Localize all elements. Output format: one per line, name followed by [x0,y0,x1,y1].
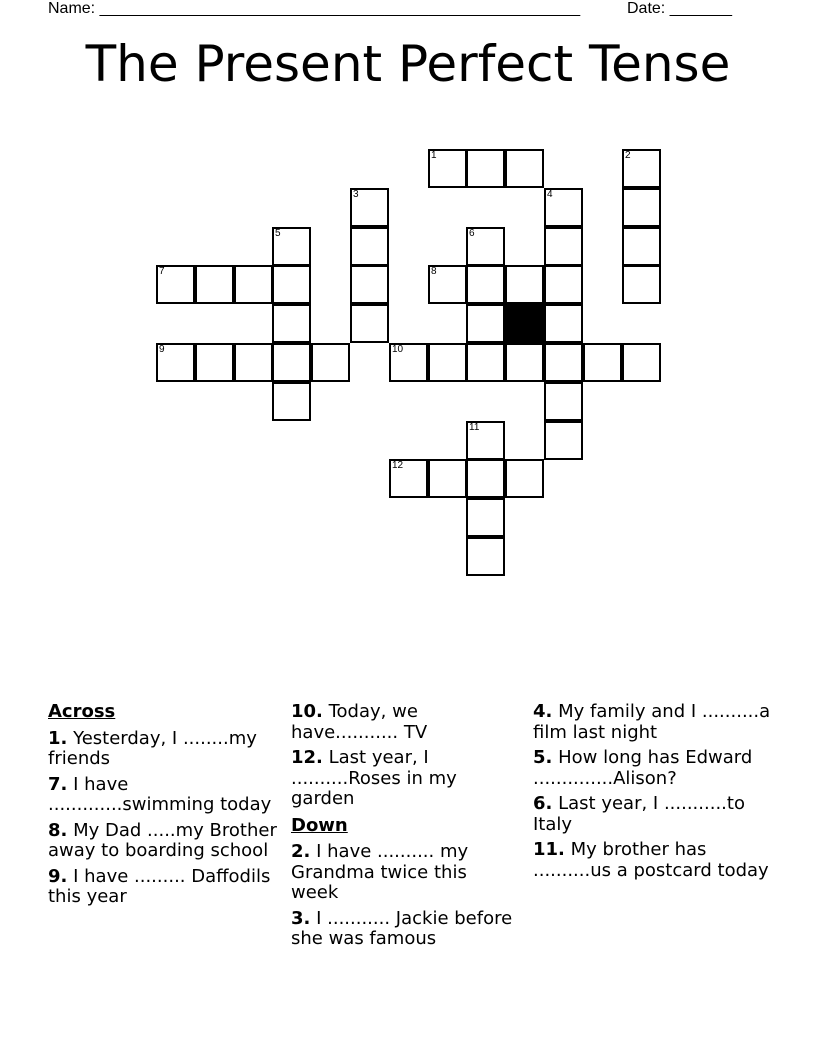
cell-number: 8 [431,266,437,277]
crossword-cell[interactable] [622,265,661,304]
cell-number: 1 [431,150,437,161]
crossword-cell[interactable] [428,265,467,304]
page-title: The Present Perfect Tense [85,35,731,93]
crossword-cell[interactable] [505,343,544,382]
crossword-cell[interactable] [234,265,273,304]
crossword-cell[interactable] [466,343,505,382]
clue-text: I have ......... Daffodils this year [48,865,271,907]
clue-number: 1. [48,727,68,749]
crossword-cell[interactable] [583,343,622,382]
crossword-cell[interactable] [389,459,428,498]
crossword-cell[interactable] [350,227,389,266]
clue-across-8 [48,821,278,862]
crossword-cell[interactable] [195,343,234,382]
crossword-cell[interactable] [350,265,389,304]
clue-number: 9. [48,865,68,887]
clue-across-7 [48,775,278,816]
crossword-cell[interactable] [544,421,583,460]
crossword-cell[interactable] [466,227,505,266]
clues-column-3 [533,702,773,886]
clue-text: My Dad .....my Brother away to boarding school [48,819,277,861]
clue-across-12 [291,748,516,810]
cell-number: 10 [392,344,404,355]
clue-number: 10. [291,701,323,722]
crossword-cell[interactable] [466,265,505,304]
across-heading: Across [48,701,116,722]
clue-number: 4. [533,701,553,722]
clue-down-2 [291,842,516,904]
crossword-cell[interactable] [428,459,467,498]
crossword-cell[interactable] [428,343,467,382]
crossword-cell[interactable] [156,343,195,382]
clue-across-10 [291,702,516,743]
cell-number: 7 [159,266,165,277]
crossword-cell[interactable] [622,343,661,382]
crossword-cell[interactable] [622,188,661,227]
clue-text: I have .............swimming today [48,773,272,815]
clue-text: Last year, I ...........to Italy [533,793,745,835]
crossword-cell[interactable] [544,343,583,382]
clue-down-6 [533,794,773,835]
crossword-cell[interactable] [350,304,389,343]
crossword-cell[interactable] [156,265,195,304]
clue-text: I ........... Jackie before she was famous [291,907,513,949]
clue-text: Today, we have........... TV [291,701,428,743]
crossword-cell[interactable] [544,227,583,266]
crossword-cell[interactable] [544,304,583,343]
cell-number: 2 [625,150,631,161]
crossword-cell[interactable] [466,537,505,576]
crossword-cell[interactable] [350,188,389,227]
clue-down-4 [533,702,773,743]
clue-text: My brother has ..........us a postcard today [533,839,769,881]
crossword-cell[interactable] [466,304,505,343]
crossword-cell[interactable] [505,265,544,304]
clue-across-9 [48,867,278,908]
black-square [505,304,544,343]
clue-number: 3. [291,907,311,929]
name-field[interactable]: Name: ______________________________________________________ [48,0,581,17]
clue-number: 2. [291,841,311,862]
crossword-cell[interactable] [622,227,661,266]
crossword-cell[interactable] [544,382,583,421]
clue-text: How long has Edward ..............Alison? [533,747,753,789]
cell-number: 9 [159,344,165,355]
clues-column-2 [291,702,516,955]
crossword-cell[interactable] [466,149,505,188]
crossword-cell[interactable] [389,343,428,382]
clue-text: Yesterday, I ........my friends [48,727,257,769]
clue-number: 5. [533,747,553,768]
clue-number: 6. [533,793,553,814]
crossword-cell[interactable] [272,343,311,382]
date-field[interactable]: Date: _______ [627,0,732,17]
cell-number: 5 [275,228,281,239]
crossword-cell[interactable] [272,304,311,343]
crossword-cell[interactable] [466,421,505,460]
clue-number: 7. [48,773,68,795]
clue-down-3 [291,909,516,950]
cell-number: 11 [469,422,480,433]
crossword-cell[interactable] [272,227,311,266]
crossword-cell[interactable] [272,265,311,304]
cell-number: 12 [392,460,404,471]
down-heading: Down [291,814,348,836]
cell-number: 3 [353,189,359,200]
crossword-cell[interactable] [428,149,467,188]
clue-text: My family and I ..........a film last night [533,701,771,743]
cell-number: 4 [547,189,553,200]
crossword-cell[interactable] [544,188,583,227]
crossword-cell[interactable] [311,343,350,382]
crossword-cell[interactable] [234,343,273,382]
cell-number: 6 [469,228,475,239]
crossword-cell[interactable] [466,459,505,498]
crossword-cell[interactable] [272,382,311,421]
clue-down-11 [533,840,773,881]
crossword-cell[interactable] [505,459,544,498]
clue-across-1 [48,729,278,770]
clue-text: Last year, I ..........Roses in my garden [291,747,457,809]
crossword-cell[interactable] [544,265,583,304]
crossword-cell[interactable] [505,149,544,188]
clues-column-1 [48,702,278,913]
clue-text: I have .......... my Grandma twice this week [291,841,469,903]
clue-number: 12. [291,747,323,768]
crossword-cell[interactable] [466,498,505,537]
clue-down-5 [533,748,773,789]
crossword-cell[interactable] [622,149,661,188]
clue-number: 8. [48,819,68,841]
crossword-cell[interactable] [195,265,234,304]
clue-number: 11. [533,839,565,860]
